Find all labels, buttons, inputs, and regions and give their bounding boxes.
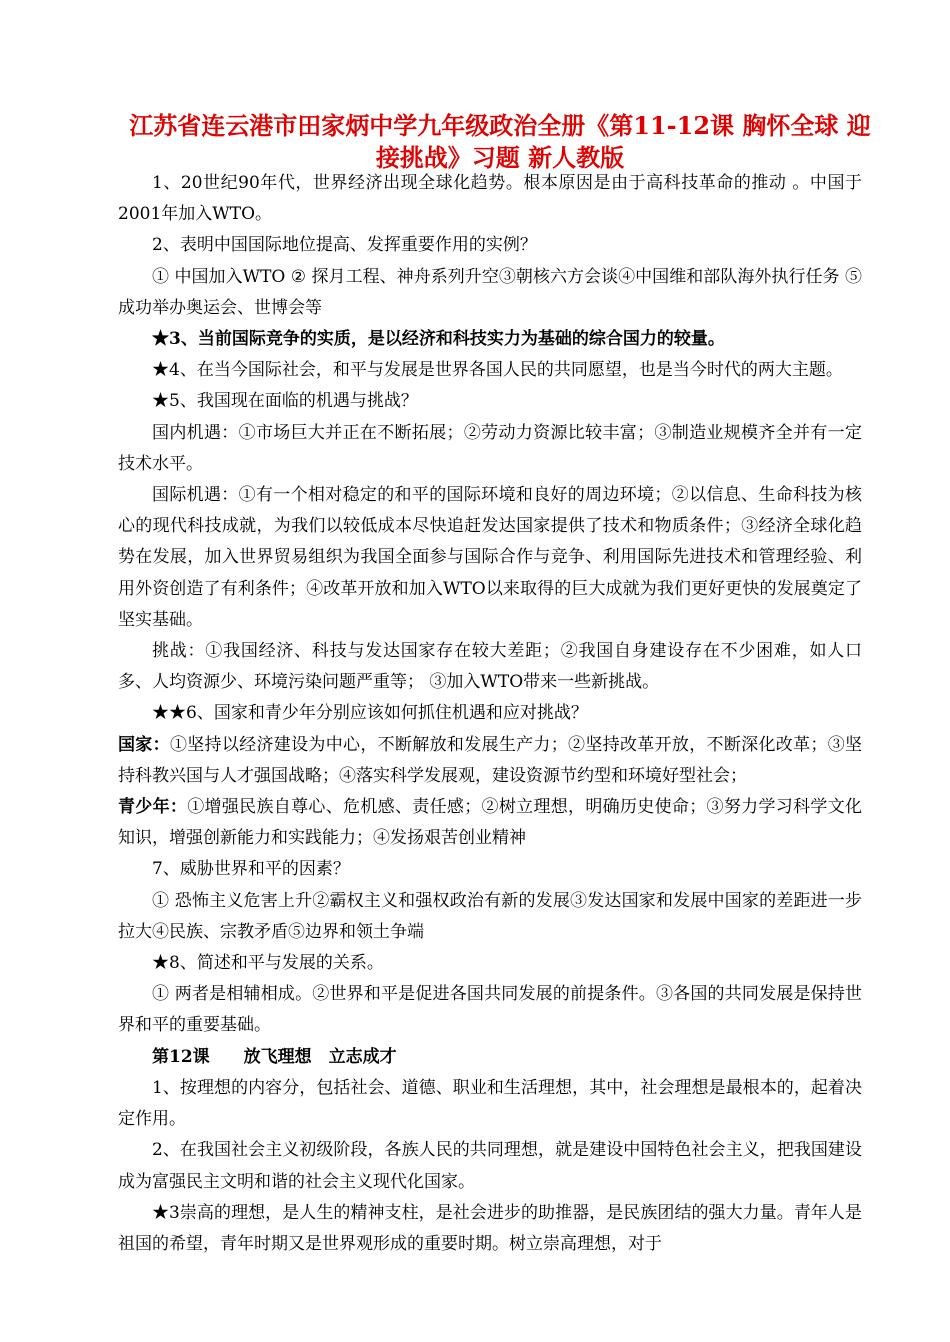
paragraph-14: ① 恐怖主义危害上升②霸权主义和强权政治有新的发展③发达国家和发展中国家的差距进一步拉大④民族、宗教矛盾⑤边界和领土争端 <box>118 890 862 942</box>
paragraph-7: 国内机遇：①市场巨大并正在不断拓展；②劳动力资源比较丰富；③制造业规模齐全并有一定技术水平。 <box>118 422 862 474</box>
paragraph-15: ★8、简述和平与发展的关系。 <box>152 953 384 974</box>
paragraph-16: ① 两者是相辅相成。②世界和平是促进各国共同发展的前提条件。③各国的共同发展是保持世界和平的重要基础。 <box>118 984 862 1036</box>
paragraph-9: 挑战：①我国经济、科技与发达国家存在较大差距；②我国自身建设存在不少困难，如人口多、人均资源少、环境污染问题严重等； ③加入WTO带来一些新挑战。 <box>118 641 862 693</box>
label-youth: 青少年： <box>118 797 188 818</box>
lesson-12-heading: 第12课 放飞理想 立志成才 <box>152 1046 397 1067</box>
paragraph-6: ★5、我国现在面临的机遇与挑战？ <box>152 391 418 412</box>
paragraph-8: 国际机遇：①有一个相对稳定的和平的国际环境和良好的周边环境；②以信息、生命科技为核心的现代科技成就，为我们以较低成本尽快追赶发达国家提供了技术和物质条件；③经济全球化趋势在发展，加入世界贸易组织为我国全面参与国际合作与竞争、利用国际先进技术和管理经验、利用外资创造了有利条件；④改革开放和加入WTO以来取得的巨大成就为我们更好更快的发展奠定了坚实基础。 <box>118 485 862 630</box>
paragraph-20: ★3崇高的理想，是人生的精神支柱，是社会进步的助推器，是民族团结的强大力量。青年人是祖国的希望，青年时期又是世界观形成的重要时期。树立崇高理想，对于 <box>118 1202 862 1254</box>
paragraph-3: ① 中国加入WTO ② 探月工程、神舟系列升空③朝核六方会谈④中国维和部队海外执行任务 ⑤成功举办奥运会、世博会等 <box>118 266 862 318</box>
paragraph-12-text: ①增强民族自尊心、危机感、责任感；②树立理想，明确历史使命；③努力学习科学文化知识，增强创新能力和实践能力；④发扬艰苦创业精神 <box>118 797 863 849</box>
paragraph-18: 1、按理想的内容分，包括社会、道德、职业和生活理想，其中，社会理想是最根本的，起着决定作用。 <box>118 1077 862 1130</box>
paragraph-10: ★★6、国家和青少年分别应该如何抓住机遇和应对挑战？ <box>152 703 588 724</box>
paragraph-12 <box>118 792 862 854</box>
paragraph-11 <box>118 730 862 792</box>
document-title: 江苏省连云港市田家炳中学九年级政治全册《第11-12课 胸怀全球 迎接挑战》习题 新人教版 <box>129 111 871 172</box>
paragraph-13: 7、威胁世界和平的因素？ <box>152 859 350 880</box>
paragraph-5: ★4、在当今国际社会，和平与发展是世界各国人民的共同愿望，也是当今时代的两大主题。 <box>152 360 843 381</box>
paragraph-2: 2、表明中国国际地位提高、发挥重要作用的实例？ <box>152 235 537 256</box>
paragraph-4: ★3、当前国际竞争的实质，是以经济和科技实力为基础的综合国力的较量。 <box>152 329 725 350</box>
paragraph-11-text: ①坚持以经济建设为中心，不断解放和发展生产力；②坚持改革开放，不断深化改革；③坚持科教兴国与人才强国战略；④落实科学发展观，建设资源节约型和环境好型社会； <box>118 734 863 786</box>
document-body <box>118 168 862 1260</box>
label-country: 国家： <box>118 734 170 755</box>
paragraph-1: 1、20世纪90年代，世界经济出现全球化趋势。根本原因是由于高科技革命的推动 。中国于2001年加入WTO。 <box>118 173 862 225</box>
paragraph-19: 2、在我国社会主义初级阶段，各族人民的共同理想，就是建设中国特色社会主义，把我国建设成为富强民主文明和谐的社会主义现代化国家。 <box>118 1140 862 1192</box>
